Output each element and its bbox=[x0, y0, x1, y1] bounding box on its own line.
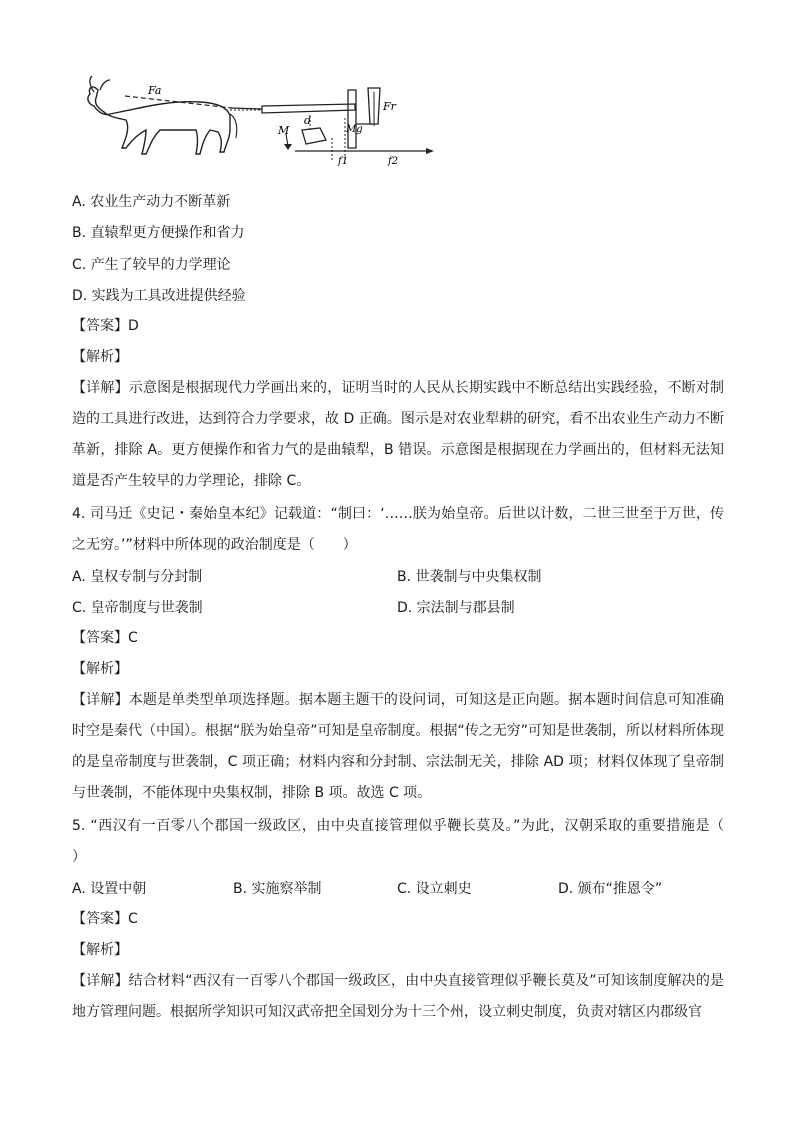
q4-option-d[interactable]: D. 宗法制与郡县制 bbox=[397, 600, 515, 616]
q5-detail: 【详解】结合材料“西汉有一百零八个郡国一级政区，由中央直接管理似乎鞭长莫及”可知该制度解决的是地方管理问题。根据所学知识可知汉武帝把全国划分为十三个州，设立刺史制度，负责对辖区内郡级官 bbox=[72, 973, 724, 1020]
label-f2: f2 bbox=[388, 156, 399, 167]
q4-option-b[interactable]: B. 世袭制与中央集权制 bbox=[397, 569, 542, 585]
q3-detail: 【详解】示意图是根据现代力学画出来的，证明当时的人民从长期实践中不断总结出实践经验，不断对制造的工具进行改进，达到符合力学要求，故 D 正确。图示是对农业犁耕的研究，看不出农业生产动力不断革新，排除 A。更方便操作和省力气的是曲辕犁，B 错误。示意图是根据现在力学画出的，但材料无法知道是否产生较早的力学理论，排除 C。 bbox=[72, 380, 724, 489]
label-m: M bbox=[278, 124, 290, 137]
label-fr: Fr bbox=[383, 100, 396, 113]
ox-horns bbox=[90, 76, 110, 92]
q5-option-d[interactable]: D. 颁布“推恩令” bbox=[558, 881, 663, 897]
q5-analysis-heading: 【解析】 bbox=[72, 942, 128, 958]
q5-option-b[interactable]: B. 实施察举制 bbox=[233, 881, 322, 897]
q4-stem: 4. 司马迁《史记・秦始皇本纪》记载道：“制曰：‘……朕为始皇帝。后世以计数，二世三世至于万世，传之无穷。’”材料中所体现的政治制度是（ ） bbox=[72, 506, 724, 553]
q3-option-b[interactable]: B. 直辕犁更方便操作和省力 bbox=[72, 225, 245, 241]
q3-option-c[interactable]: C. 产生了较早的力学理论 bbox=[72, 257, 231, 273]
label-f1: f1 bbox=[338, 156, 349, 167]
plough-force-diagram bbox=[80, 68, 435, 168]
q3-option-d[interactable]: D. 实践为工具改进提供经验 bbox=[72, 288, 246, 304]
label-fa: Fa bbox=[148, 84, 162, 97]
q4-option-a[interactable]: A. 皇权专制与分封制 bbox=[72, 569, 203, 585]
q4-option-c[interactable]: C. 皇帝制度与世袭制 bbox=[72, 600, 203, 616]
ox-tail bbox=[230, 114, 237, 138]
q4-detail: 【详解】本题是单类型单项选择题。据本题主题干的设问词，可知这是正向题。据本题时间信息可知准确时空是秦代（中国）。根据“朕为始皇帝”可知是皇帝制度。根据“传之无穷”可知是世袭制，所以材料所体现的是皇帝制度与世袭制，C 项正确；材料内容和分封制、宗法制无关，排除 AD 项；材料仅体现了皇帝制与世袭制，不能体现中央集权制，排除 B 项。故选 C 项。 bbox=[72, 692, 725, 801]
plough-share bbox=[302, 128, 326, 144]
q4-analysis-heading: 【解析】 bbox=[72, 661, 128, 677]
plough-diagram-svg bbox=[80, 68, 435, 168]
label-mg: Mg bbox=[346, 124, 363, 135]
ox-outline bbox=[88, 87, 230, 154]
q5-stem: 5. “西汉有一百零八个郡国一级政区，由中央直接管理似乎鞭长莫及。”为此，汉朝采取的重要措施是（ ） bbox=[72, 818, 752, 865]
plough-beam bbox=[262, 104, 355, 113]
q5-answer: 【答案】C bbox=[72, 911, 138, 927]
q5-option-a[interactable]: A. 设置中朝 bbox=[72, 881, 147, 897]
q4-answer: 【答案】C bbox=[72, 630, 138, 646]
q3-analysis-heading: 【解析】 bbox=[72, 349, 128, 365]
plough-handle-post bbox=[348, 90, 356, 148]
q3-answer: 【答案】D bbox=[72, 318, 139, 334]
label-d: d bbox=[304, 114, 312, 127]
harness-rope bbox=[230, 108, 262, 109]
q3-option-a[interactable]: A. 农业生产动力不断革新 bbox=[72, 194, 231, 210]
q5-option-c[interactable]: C. 设立刺史 bbox=[397, 881, 472, 897]
